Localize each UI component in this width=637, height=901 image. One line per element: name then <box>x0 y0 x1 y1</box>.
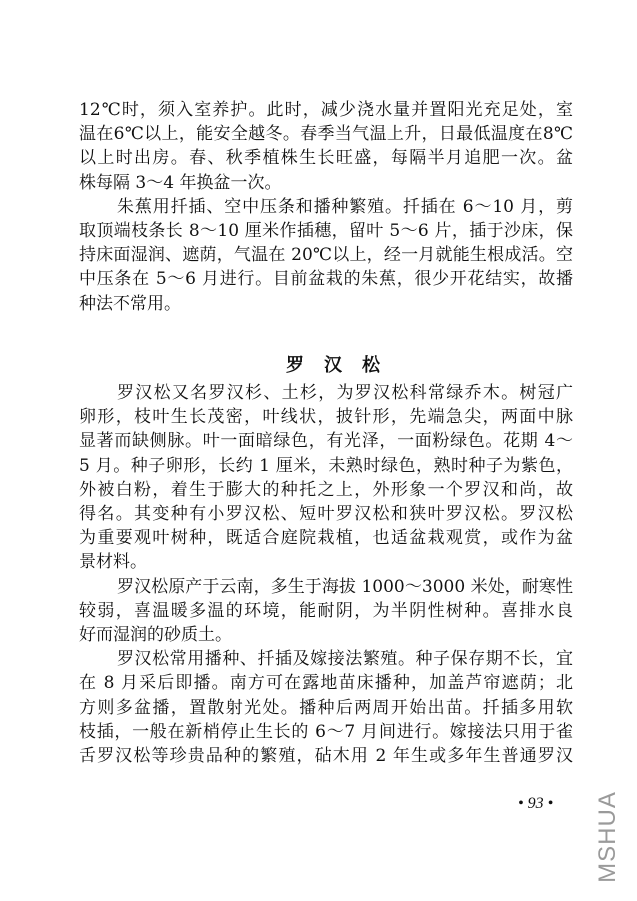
text-line: 好而湿润的砂质土。 <box>79 625 232 645</box>
text-line: 舌罗汉松等珍贵品种的繁殖，砧木用 2 年生或多年生普通罗汉 <box>79 746 573 766</box>
text-line: 温在6℃以上，能安全越冬。春季当气温上升，日最低温度在8℃ <box>79 124 573 145</box>
text-line: 较弱，喜温暖多温的环境，能耐阴，为半阴性树种。喜排水良 <box>79 600 573 621</box>
page-number: • 93 • <box>518 795 554 812</box>
text-line: 枝插，一般在新梢停止生长的 6～7 月间进行。嫁接法只用于雀 <box>79 721 573 742</box>
text-line: 在 8 月采后即播。南方可在露地苗床播种，加盖芦帘遮荫；北 <box>79 673 573 694</box>
text-line: 方则多盆播，置散射光处。播种后两周开始出苗。扦插多用软 <box>79 697 573 718</box>
text-line: 外被白粉，着生于膨大的种托之上，外形象一个罗汉和尚，故 <box>79 479 573 500</box>
text-line: 卵形，枝叶生长茂密，叶线状，披针形，先端急尖，两面中脉 <box>79 407 573 428</box>
text-line: 景材料。 <box>79 552 147 573</box>
text-line: 罗汉松又名罗汉杉、土杉，为罗汉松科常绿乔木。树冠广 <box>117 383 573 403</box>
text-line: 株每隔 3～4 年换盆一次。 <box>79 172 282 193</box>
text-line: 显著而缺侧脉。叶一面暗绿色，有光泽，一面粉绿色。花期 4～ <box>79 431 573 452</box>
watermark-logo <box>594 788 621 886</box>
watermark-text: MSHUA <box>594 791 621 883</box>
text-line: 中压条在 5～6 月进行。目前盆栽的朱蕉，很少开花结实，故播 <box>79 269 573 290</box>
section-title: 罗汉松 <box>286 355 380 376</box>
text-line: 取顶端枝条长 8～10 厘米作插穗，留叶 5～6 片，插于沙床，保 <box>79 221 573 241</box>
text-line: 以上时出房。春、秋季植株生长旺盛，每隔半月追肥一次。盆 <box>79 148 573 169</box>
text-line: 罗汉松常用播种、扦插及嫁接法繁殖。种子保存期不长，宜 <box>117 649 573 670</box>
text-line: 种法不常用。 <box>79 293 181 314</box>
text-line: 为重要观叶树种，既适合庭院栽植，也适盆栽观赏，或作为盆 <box>79 528 573 549</box>
text-line: 得名。其变种有小罗汉松、短叶罗汉松和狭叶罗汉松。罗汉松 <box>79 504 573 524</box>
text-line: 朱蕉用扦插、空中压条和播种繁殖。扦插在 6～10 月，剪 <box>117 196 573 217</box>
text-line: 罗汉松原产于云南，多生于海拔 1000～3000 米处，耐寒性 <box>117 576 573 597</box>
text-line: 持床面湿润、遮荫，气温在 20℃以上，经一月就能生根成活。空 <box>79 245 573 266</box>
text-line: 5 月。种子卵形，长约 1 厘米，未熟时绿色，熟时种子为紫色， <box>79 455 573 476</box>
text-line: 12℃时，须入室养护。此时，减少浇水量并置阳光充足处，室 <box>79 100 573 120</box>
